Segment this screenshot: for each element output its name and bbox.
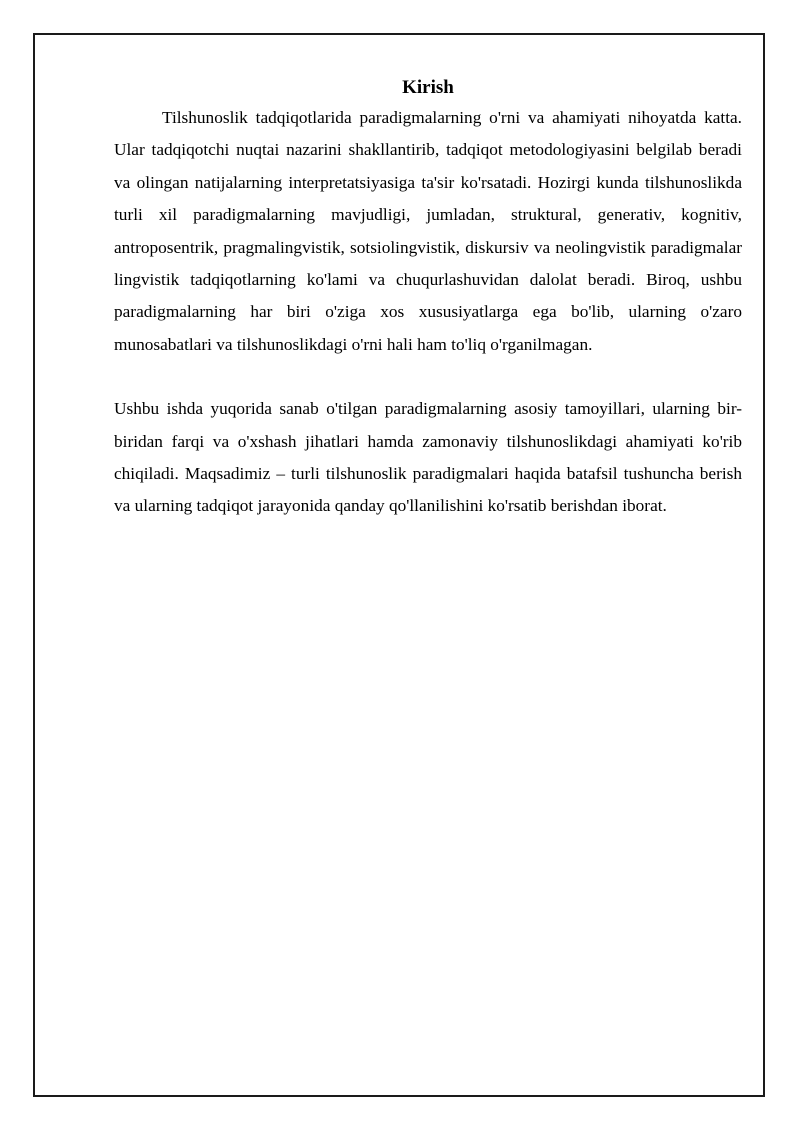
paragraph-intro: Tilshunoslik tadqiqotlarida paradigmalarning o'rni va ahamiyati nihoyatda katta. Ular tadqiqotchi nuqtai nazarini shakllantirib, tadqiqot metodologiyasini belgilab beradi va olingan natijalarning interpretatsiyasiga ta'sir ko'rsatadi. Hozirgi kunda tilshunoslikda turli xil paradigmalarning mavjudligi, jumladan, struktural, generativ, kognitiv, antroposentrik, pragmalingvistik, sotsiolingvistik, diskursiv va neolingvistik paradigmalar lingvistik tadqiqotlarning ko'lami va chuqurlashuvidan dalolat beradi. Biroq, ushbu paradigmalarning har biri o'ziga xos xususiyatlarga ega bo'lib, ularning o'zaro munosabatlari va tilshunoslikdagi o'rni hali ham to'liq o'rganilmagan. — [114, 108, 742, 354]
document-title: Kirish — [402, 77, 454, 98]
document-body — [114, 75, 742, 523]
paragraph-goal: Ushbu ishda yuqorida sanab o'tilgan paradigmalarning asosiy tamoyillari, ularning bir-biridan farqi va o'xshash jihatlari hamda zamonaviy tilshunoslikdagi ahamiyati ko'rib chiqiladi. Maqsadimiz – turli tilshunoslik paradigmalari haqida batafsil tushuncha berish va ularning tadqiqot jarayonida qanday qo'llanilishini ko'rsatib berishdan iborat. — [114, 399, 742, 516]
